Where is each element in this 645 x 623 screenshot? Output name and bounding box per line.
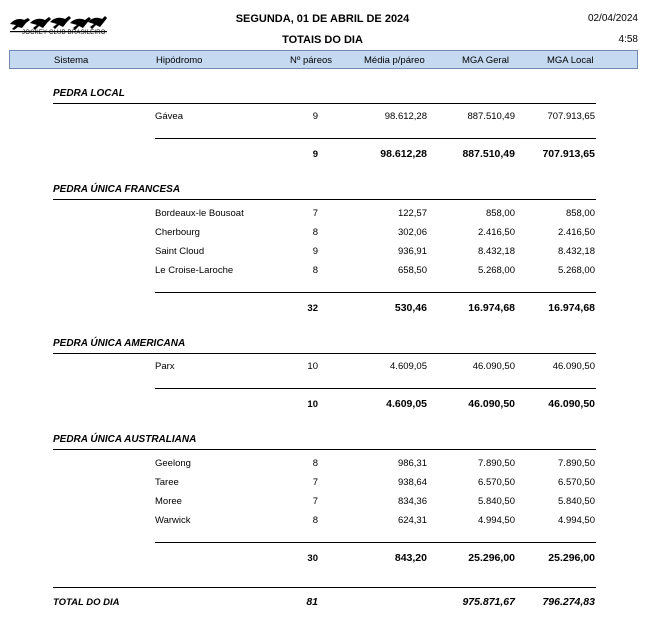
subtotal-mga-geral: 46.090,50 [468,398,515,410]
subtotal-pareos: 10 [307,399,318,410]
row-media: 624,31 [397,515,427,526]
row-mga-local: 8.432,18 [558,246,595,257]
row-mga-local: 46.090,50 [552,361,595,372]
row-mga-geral: 4.994,50 [478,515,515,526]
row-mga-local: 7.890,50 [558,458,595,469]
row-mga-local: 858,00 [565,208,595,219]
row-pareos: 8 [312,458,318,469]
row-mga-geral: 858,00 [485,208,515,219]
subtotal-mga-geral: 16.974,68 [468,302,515,314]
subtotal-pareos: 30 [307,553,318,564]
row-hipodromo: Geelong [155,458,191,469]
section-divider [53,103,596,104]
subtotal-mga-local: 46.090,50 [548,398,595,410]
subtotal-mga-local: 25.296,00 [548,552,595,564]
row-mga-geral: 2.416,50 [478,227,515,238]
subtotal-mga-geral: 887.510,49 [462,148,515,160]
subtotal-pareos: 9 [312,149,318,160]
subtotal-divider [155,542,596,543]
row-pareos: 8 [312,227,318,238]
section-title: PEDRA ÚNICA AMERICANA [53,338,186,349]
row-hipodromo: Parx [155,361,175,372]
row-hipodromo: Bordeaux-le Bousoat [155,208,244,219]
subtotal-media: 843,20 [394,552,427,564]
subtotal-divider [155,138,596,139]
row-mga-local: 2.416,50 [558,227,595,238]
row-hipodromo: Warwick [155,515,191,526]
row-pareos: 9 [312,246,318,257]
col-media: Média p/páreo [364,55,425,66]
report-subtitle: TOTAIS DO DIA [282,34,363,46]
report-time: 4:58 [618,34,638,45]
row-mga-geral: 6.570,50 [478,477,515,488]
row-pareos: 8 [312,265,318,276]
row-mga-local: 5.840,50 [558,496,595,507]
row-media: 938,64 [397,477,427,488]
row-pareos: 8 [312,515,318,526]
row-mga-geral: 7.890,50 [478,458,515,469]
row-pareos: 10 [307,361,318,372]
row-media: 986,31 [397,458,427,469]
section-divider [53,449,596,450]
row-mga-geral: 5.840,50 [478,496,515,507]
row-pareos: 9 [312,111,318,122]
col-hipodromo: Hipódromo [156,55,203,66]
row-mga-geral: 887.510,49 [467,111,515,122]
row-media: 936,91 [397,246,427,257]
section-title: PEDRA LOCAL [53,88,125,99]
row-mga-geral: 46.090,50 [472,361,515,372]
row-media: 302,06 [397,227,427,238]
row-pareos: 7 [312,496,318,507]
total-pareos: 81 [306,596,318,608]
subtotal-mga-local: 707.913,65 [542,148,595,160]
col-mga-local: MGA Local [547,55,594,66]
row-media: 98.612,28 [384,111,427,122]
row-hipodromo: Le Croise-Laroche [155,265,234,276]
row-hipodromo: Cherbourg [155,227,200,238]
section-divider [53,353,596,354]
row-media: 4.609,05 [390,361,427,372]
row-mga-local: 4.994,50 [558,515,595,526]
total-mga-local: 796.274,83 [542,596,595,608]
report-date: 02/04/2024 [587,13,638,24]
row-media: 122,57 [397,208,427,219]
section-title: PEDRA ÚNICA FRANCESA [53,184,181,195]
subtotal-media: 98.612,28 [380,148,427,160]
row-mga-local: 707.913,65 [547,111,595,122]
row-hipodromo: Gávea [155,111,183,122]
row-hipodromo: Moree [155,496,182,507]
subtotal-mga-geral: 25.296,00 [468,552,515,564]
row-mga-local: 5.268,00 [558,265,595,276]
total-mga-geral: 975.871,67 [462,596,515,608]
subtotal-mga-local: 16.974,68 [548,302,595,314]
row-hipodromo: Saint Cloud [155,246,205,257]
row-mga-geral: 5.268,00 [478,265,515,276]
col-mga-geral: MGA Geral [462,55,509,66]
subtotal-media: 530,46 [394,302,427,314]
row-pareos: 7 [312,477,318,488]
logo-text: JOCKEY CLUB BRASILEIRO [22,30,106,36]
row-mga-local: 6.570,50 [558,477,595,488]
column-header-bar [9,50,638,69]
subtotal-divider [155,292,596,293]
subtotal-pareos: 32 [307,303,318,314]
row-media: 658,50 [397,265,427,276]
subtotal-divider [155,388,596,389]
row-hipodromo: Taree [155,477,179,488]
section-divider [53,199,596,200]
row-mga-geral: 8.432,18 [478,246,515,257]
col-sistema: Sistema [54,55,89,66]
subtotal-media: 4.609,05 [386,398,427,410]
row-media: 834,36 [397,496,427,507]
report-title: SEGUNDA, 01 DE ABRIL DE 2024 [235,13,410,25]
row-pareos: 7 [312,208,318,219]
section-title: PEDRA ÚNICA AUSTRALIANA [53,434,197,445]
total-divider [53,587,596,588]
col-pareos: Nº páreos [290,55,333,66]
total-label: TOTAL DO DIA [53,597,120,608]
